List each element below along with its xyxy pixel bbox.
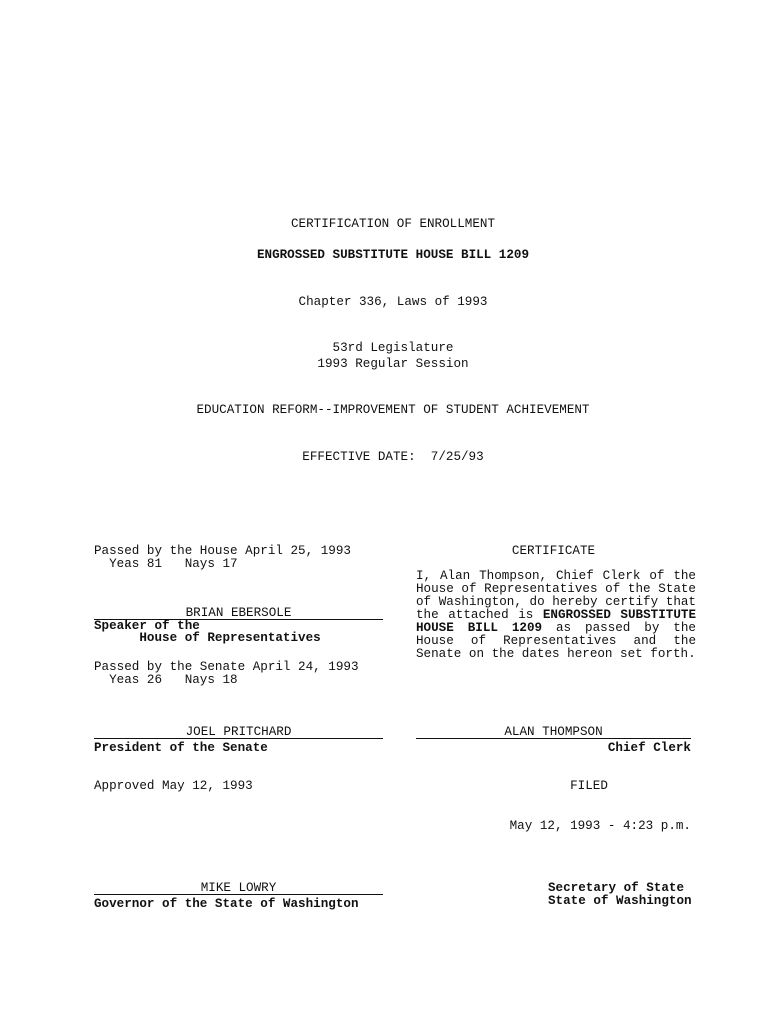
approved-date: Approved May 12, 1993 (94, 779, 253, 793)
house-passed: Passed by the House April 25, 1993 (94, 544, 351, 558)
speaker-title: Speaker of the (94, 619, 200, 633)
speaker-title-house: House of Representatives (94, 631, 321, 645)
certificate-text-part2: as passed by the House of Representatives and the Senate on the dates hereon set forth. (416, 621, 696, 661)
session-line: 1993 Regular Session (317, 357, 469, 371)
certificate-text-part1: I, Alan Thompson, Chief Clerk of the House of Representatives of the State of Washington, do hereby certify that the attached is (416, 569, 696, 622)
filed-heading: FILED (570, 779, 608, 793)
president-signature-line (94, 738, 383, 739)
filed-datetime: May 12, 1993 - 4:23 p.m. (509, 819, 691, 833)
speaker-name: BRIAN EBERSOLE (185, 606, 292, 620)
governor-signature-line (94, 894, 383, 895)
senate-votes: Yeas 26 Nays 18 (94, 673, 238, 687)
secretary-of-state: Secretary of State (548, 881, 685, 895)
state-of-washington: State of Washington (548, 894, 692, 908)
house-votes: Yeas 81 Nays 17 (94, 557, 238, 571)
clerk-signature-line (416, 738, 691, 739)
governor-title: Governor of the State of Washington (94, 897, 359, 911)
certification-title: CERTIFICATION OF ENROLLMENT (290, 217, 496, 231)
senate-passed: Passed by the Senate April 24, 1993 (94, 660, 359, 674)
chapter-line: Chapter 336, Laws of 1993 (298, 295, 488, 309)
legislature-line: 53rd Legislature (332, 341, 454, 355)
clerk-title: Chief Clerk (607, 741, 691, 755)
president-name: JOEL PRITCHARD (185, 725, 292, 739)
subject-line: EDUCATION REFORM--IMPROVEMENT OF STUDENT ACHIEVEMENT (196, 403, 590, 417)
clerk-name: ALAN THOMPSON (504, 725, 603, 739)
certificate-text (416, 570, 696, 661)
certificate-heading: CERTIFICATE (511, 544, 596, 558)
governor-name: MIKE LOWRY (200, 881, 277, 895)
president-title: President of the Senate (94, 741, 268, 755)
effective-date: EFFECTIVE DATE: 7/25/93 (302, 450, 484, 464)
certificate-bill-name: ENGROSSED SUBSTITUTE HOUSE BILL 1209 (416, 608, 697, 635)
bill-title: ENGROSSED SUBSTITUTE HOUSE BILL 1209 (256, 248, 530, 262)
